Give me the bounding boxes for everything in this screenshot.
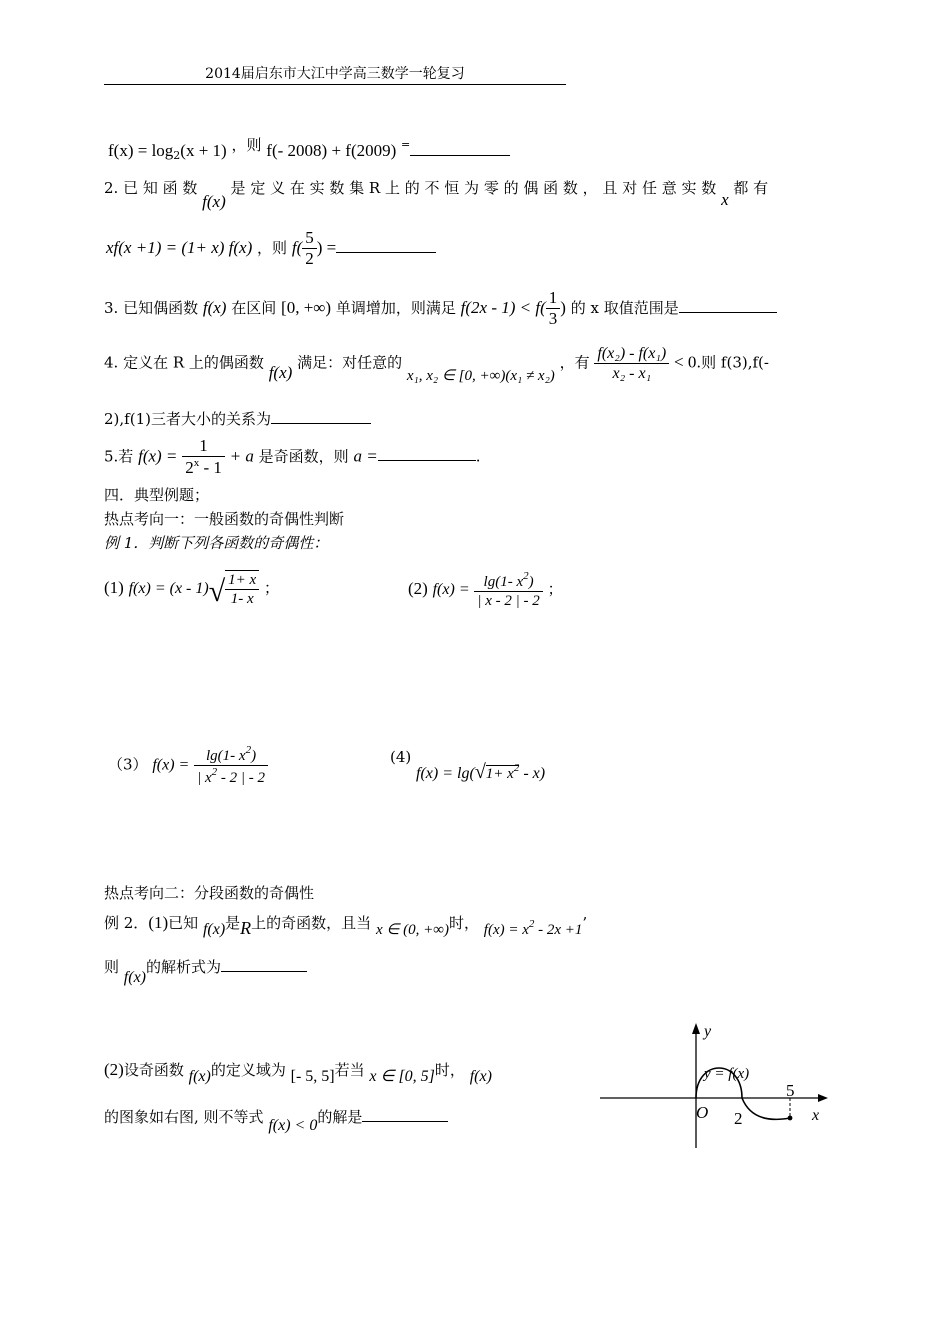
part-3 [108, 744, 268, 787]
p1-semi: ； [263, 579, 279, 597]
question-1 [108, 136, 510, 162]
q4-tail: .则 f(3),f(- [696, 353, 769, 372]
ex2bl2-text-a: 的图象如右图, 则不等式 [104, 1108, 264, 1126]
p4-f: f(x) = lg( [416, 765, 475, 782]
q4-lt: < 0 [674, 352, 697, 372]
ex2bl2-ineq: f(x) < 0 [268, 1117, 318, 1134]
q5-lead: 5.若 [104, 447, 134, 466]
q2-text-b: 是 定 义 在 实 数 集 R 上 的 不 恒 为 零 的 偶 函 数 ， 且 对 任 意 实 数 [230, 179, 717, 197]
p3-num-exp: 2 [245, 744, 252, 756]
q2-x: x [721, 190, 729, 209]
ex2-comma: ’ [582, 914, 588, 932]
p4-rad-exp: 2 [513, 762, 520, 774]
sqrt-sign: √ [208, 575, 226, 608]
q2-f-open: f( [291, 237, 303, 257]
hot-topic-2: 热点考向二：分段函数的奇偶性 [104, 884, 315, 902]
p3-num-close: ) [251, 748, 257, 764]
p3-num-wrap [194, 744, 268, 766]
ex2-fx: f(x) [202, 921, 226, 938]
header [104, 66, 566, 85]
p1-label: (1) [104, 578, 124, 597]
ex2b-dom: [- 5, 5] [290, 1068, 335, 1085]
q5-end: . [475, 447, 481, 466]
q5-den-rest: - 1 [199, 458, 222, 478]
q3-blank [679, 311, 777, 313]
q3-lead: 3. 已知偶函数 [104, 298, 199, 317]
q2-close: ) = [316, 237, 337, 257]
tick-2-label: 2 [734, 1109, 743, 1128]
question-5 [104, 436, 480, 479]
ex2b-text-c: 若当 [334, 1061, 365, 1079]
p3-den-a: | x [197, 770, 212, 786]
sqrt-sign-2: √ [474, 761, 486, 783]
ex2-def-wrap [483, 918, 583, 938]
ex2-dom: x ∈ (0, +∞) [375, 922, 449, 938]
p2-fraction [474, 570, 542, 610]
q4-has: ，有 [559, 353, 590, 372]
ex2-def: f(x) = x [483, 922, 529, 938]
q4-mid: 满足：对任意的 [297, 353, 403, 372]
q3-den: 3 [548, 309, 558, 329]
p2-semi: ； [547, 580, 563, 598]
ex2b-text-b: 的定义域为 [210, 1061, 286, 1079]
question-3 [104, 288, 777, 330]
q4-den: x₂ - x₁ [612, 365, 652, 383]
q2-text-a: 2. 已 知 函 数 [104, 179, 198, 197]
q2-fraction [302, 228, 317, 270]
q1-blank [410, 154, 510, 156]
p2-num-close: ) [528, 574, 534, 590]
ex2-label: (1) [148, 913, 169, 932]
q2-eq-left: xf(x +1) = (1+ x) f(x) [106, 237, 253, 257]
p4-tail: - x) [519, 765, 546, 782]
q5-blank [378, 459, 476, 461]
example-2b-line-2 [104, 1108, 448, 1134]
q4-line2: 2),f(1)三者大小的关系为 [104, 410, 271, 428]
x-axis-label: x [812, 1107, 820, 1124]
y-axis-label: y [704, 1023, 712, 1040]
question-4 [104, 344, 769, 383]
ex2-odd: 上的奇函数，且当 [251, 914, 372, 932]
example-1-title: 例 1．判断下列各函数的奇偶性： [104, 534, 329, 552]
section-4-title: 四．典型例题； [104, 486, 210, 504]
q1-arg: (x + 1) [180, 141, 227, 160]
q5-mid: 是奇函数，则 [258, 447, 349, 466]
p3-label: （3） [108, 755, 148, 774]
q5-den-exp: x [193, 457, 200, 470]
q2-then: ，则 [257, 238, 288, 257]
q2-text-c: 都 有 [733, 179, 769, 197]
ex2-is: 是 [225, 914, 241, 932]
p2-num-wrap [474, 570, 542, 592]
p2-num-exp: 2 [523, 570, 529, 582]
curve-negative-part [742, 1098, 790, 1119]
q2-blank [336, 251, 436, 253]
ex2-when: 时， [448, 914, 479, 932]
ex2-known: 已知 [168, 914, 199, 932]
p2-f: f(x) = [432, 581, 470, 598]
p3-num: lg(1- x [206, 748, 246, 764]
ex2bl2-text-b: 的解是 [317, 1108, 363, 1126]
ex2b-text-a: 设奇函数 [123, 1061, 184, 1079]
q4-lead: 4. 定义在 R 上的偶函数 [104, 353, 264, 372]
p1-fraction [225, 570, 259, 608]
p2-num: lg(1- x [483, 574, 524, 590]
tick-5-label: 5 [786, 1081, 795, 1100]
p2-den: | x - 2 | - 2 [477, 593, 540, 609]
ex2b-text-d: 时， [434, 1061, 465, 1079]
ex2l2-then: 则 [104, 958, 120, 976]
q3-interval: [0, +∞) [281, 297, 332, 317]
part-4 [390, 748, 546, 783]
p4-label: (4) [390, 748, 412, 766]
q2-num: 5 [302, 228, 317, 249]
example-2-line-2 [104, 958, 307, 986]
q3-close: ) [560, 297, 566, 317]
header-text: 2014届启东市大江中学高三数学一轮复习 [205, 66, 465, 82]
example-2-line-1 [104, 912, 588, 938]
ex2-def-exp: 2 [528, 918, 535, 930]
ex2-def-rest: - 2x +1 [534, 922, 583, 938]
ex2bl2-blank [362, 1120, 448, 1122]
ex2b-fx2: f(x) [469, 1068, 492, 1085]
q1-eq: = [401, 138, 411, 151]
p4-rad-wrap [485, 762, 520, 782]
q3-ineq: f(2x - 1) < f( [460, 297, 546, 317]
p3-fraction [194, 744, 268, 787]
q4-fraction [594, 344, 669, 383]
function-graph [596, 1018, 836, 1152]
origin-label: O [696, 1103, 709, 1122]
p2-label: (2) [408, 579, 428, 598]
q3-fraction [546, 288, 561, 330]
part-1 [104, 570, 279, 610]
q4-fx: f(x) [268, 362, 293, 382]
question-2-line-2 [106, 228, 436, 270]
q2-den: 2 [305, 249, 314, 269]
q3-fx: f(x) [202, 297, 227, 317]
q5-num: 1 [182, 436, 225, 457]
q2-fx: f(x) [202, 192, 226, 211]
q5-f: f(x) = [138, 446, 178, 466]
q3-mid: 在区间 [231, 298, 277, 317]
q5-plus: + a [229, 446, 254, 466]
y-axis-arrow [692, 1023, 700, 1034]
p3-den-b: - 2 | - 2 [217, 770, 266, 786]
q1-sub: 2 [173, 149, 181, 162]
ex2b-cond: x ∈ [0, 5] [369, 1068, 435, 1085]
ex2b-label: (2) [104, 1060, 124, 1079]
question-2-line-1 [104, 178, 849, 211]
q1-sep: ，则 [231, 136, 262, 154]
curve-label: y = f(x) [704, 1066, 750, 1082]
q5-den [182, 457, 225, 478]
q5-a: a = [353, 446, 378, 466]
q5-den-base: 2 [185, 458, 194, 478]
q1-func: f(x) = log [108, 141, 174, 160]
p3-den-wrap [194, 766, 268, 787]
hot-topic-1: 热点考向一：一般函数的奇偶性判断 [104, 510, 345, 528]
ex2l2-text: 的解析式为 [146, 958, 222, 976]
ex2l2-blank [221, 970, 307, 972]
p1-num: 1+ x [225, 571, 259, 590]
p3-f: f(x) = [152, 756, 190, 774]
q1-expr: f(- 2008) + f(2009) [266, 141, 397, 160]
p1-f: f(x) = (x - 1) [128, 580, 209, 597]
q4-blank [271, 422, 371, 424]
q3-num: 1 [546, 288, 561, 309]
q3-mid2: 单调增加，则满足 [335, 298, 456, 317]
part-2 [408, 570, 563, 610]
p1-den: 1- x [230, 591, 254, 607]
q5-fraction [182, 436, 225, 479]
ex2l2-fx: f(x) [123, 969, 146, 986]
ex2-R: R [240, 918, 252, 938]
example-2b-line-1 [104, 1060, 492, 1085]
ex2-lead: 例 2． [104, 914, 149, 932]
p3-den-exp: 2 [211, 766, 218, 778]
q3-tail: 的 x 取值范围是 [570, 298, 679, 317]
ex2b-fx: f(x) [188, 1068, 211, 1085]
q4-cond: x₁, x₂ ∈ [0, +∞)(x₁ ≠ x₂) [406, 367, 555, 384]
p4-rad: 1+ x [485, 766, 514, 782]
x-axis-arrow [818, 1094, 828, 1102]
q4-num: f(x₂) - f(x₁) [594, 344, 669, 364]
question-4-line-2 [104, 410, 371, 428]
